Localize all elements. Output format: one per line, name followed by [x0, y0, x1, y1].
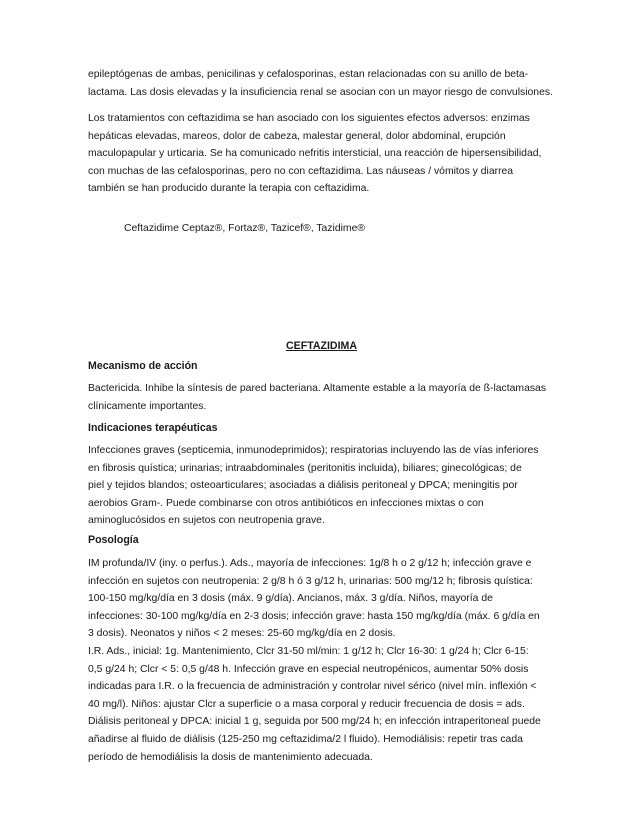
text-line: I.R. Ads., inicial: 1g. Mantenimiento, Clcr 31-50 ml/min: 1 g/12 h; Clcr 16-30: 1 g/24 h; Clcr 6-15:: [88, 645, 529, 657]
text-line: piel y tejidos blandos; osteoarticulares; asociadas a diálisis peritoneal y DPCA; meningitis por: [88, 480, 518, 492]
text-line: Los tratamientos con ceftazidima se han asociado con los siguientes efectos adversos: enzimas: [88, 113, 530, 124]
text-line: maculopapular y urticaria. Se ha comunicado nefritis intersticial, una reacción de hipersensibilidad,: [88, 148, 542, 160]
text-line: indicadas para I.R. o la frecuencia de administración y controlar nivel sérico (nivel mín. inflexión <: [88, 681, 537, 693]
mecanismo-paragraph: [88, 380, 566, 415]
text-line: Bactericida. Inhibe la síntesis de pared bacteriana. Altamente estable a la mayoría de ß-lactamasas: [88, 383, 547, 394]
page-title: CEFTAZIDIMA: [286, 340, 358, 352]
text-line: con muchas de las cefalosporinas, pero no con ceftazidima. Las náuseas / vómitos y diarrea: [88, 165, 514, 177]
text-line: infecciones: 30-100 mg/kg/día en 2-3 dosis; infección grave: hasta 150 mg/kg/día (máx. 6 g/día en: [88, 610, 540, 622]
heading-mecanismo: Mecanismo de acción: [88, 360, 198, 372]
text-line: aminoglucósidos en sujetos con neutropenia grave.: [88, 515, 325, 527]
text-line: aerobios Gram-. Puede combinarse con otros antibióticos en infecciones mixtas o con: [88, 497, 484, 509]
text-line: IM profunda/IV (iny. o perfus.). Ads., mayoría de infecciones: 1g/8 h o 2 g/12 h; infección grave e: [88, 558, 532, 569]
text-line: Infecciones graves (septicemia, inmunodeprimidos); respiratorias incluyendo las de vías inferiores: [88, 445, 539, 456]
text-line: 100-150 mg/kg/día en 3 dosis (máx. 9 g/día). Ancianos, máx. 3 g/día. Niños, mayoría de: [88, 593, 493, 605]
text-line: infección en sujetos con neutropenia: 2 g/8 h ó 3 g/12 h, urinarias: 500 mg/12 h; fibrosis quística:: [88, 575, 533, 587]
text-line: período de hemodiálisis la dosis de mantenimiento adecuada.: [88, 751, 373, 763]
heading-posologia: Posología: [88, 534, 139, 546]
text-line: hepáticas elevadas, mareos, dolor de cabeza, malestar general, dolor abdominal, erupción: [88, 130, 506, 142]
text-line: añadirse al fluido de diálisis (125-250 mg ceftazidima/2 l fluido). Hemodiálisis: repetir tras cada: [88, 733, 523, 745]
intro-paragraph-1: [88, 66, 566, 101]
heading-indicaciones: Indicaciones terapéuticas: [88, 422, 218, 434]
text-line: epileptógenas de ambas, penicilinas y cefalosporinas, estan relacionadas con su anillo de beta-: [88, 69, 529, 80]
posologia-paragraph: [88, 555, 566, 766]
text-line: también se han producido durante la terapia con ceftazidima.: [88, 183, 370, 195]
brand-names: Ceftazidime Ceptaz®, Fortaz®, Tazicef®, Tazidime®: [124, 223, 366, 234]
text-line: lactama. Las dosis elevadas y la insuficiencia renal se asocian con un mayor riesgo de convulsiones.: [88, 86, 553, 98]
text-line: 3 dosis). Neonatos y niños < 2 meses: 25-60 mg/kg/día en 2 dosis.: [88, 628, 396, 640]
intro-paragraph-2: [88, 110, 566, 198]
indicaciones-paragraph: [88, 442, 566, 530]
text-line: 40 mg/l). Niños: ajustar Clcr a superficie o a masa corporal y reducir frecuencia de dosis = ads.: [88, 698, 525, 710]
text-line: 0,5 g/24 h; Clcr < 5: 0,5 g/48 h. Infección grave en especial neutropénicos, aumentar 50% dosis: [88, 663, 529, 675]
text-line: en fibrosis quística; urinarias; intraabdominales (peritonitis incluida), biliares; ginecológicas; de: [88, 462, 522, 474]
text-line: clínicamente importantes.: [88, 400, 207, 412]
text-line: Diálisis peritoneal y DPCA: inicial 1 g, seguida por 500 mg/24 h; en infección intraperitoneal puede: [88, 716, 541, 728]
